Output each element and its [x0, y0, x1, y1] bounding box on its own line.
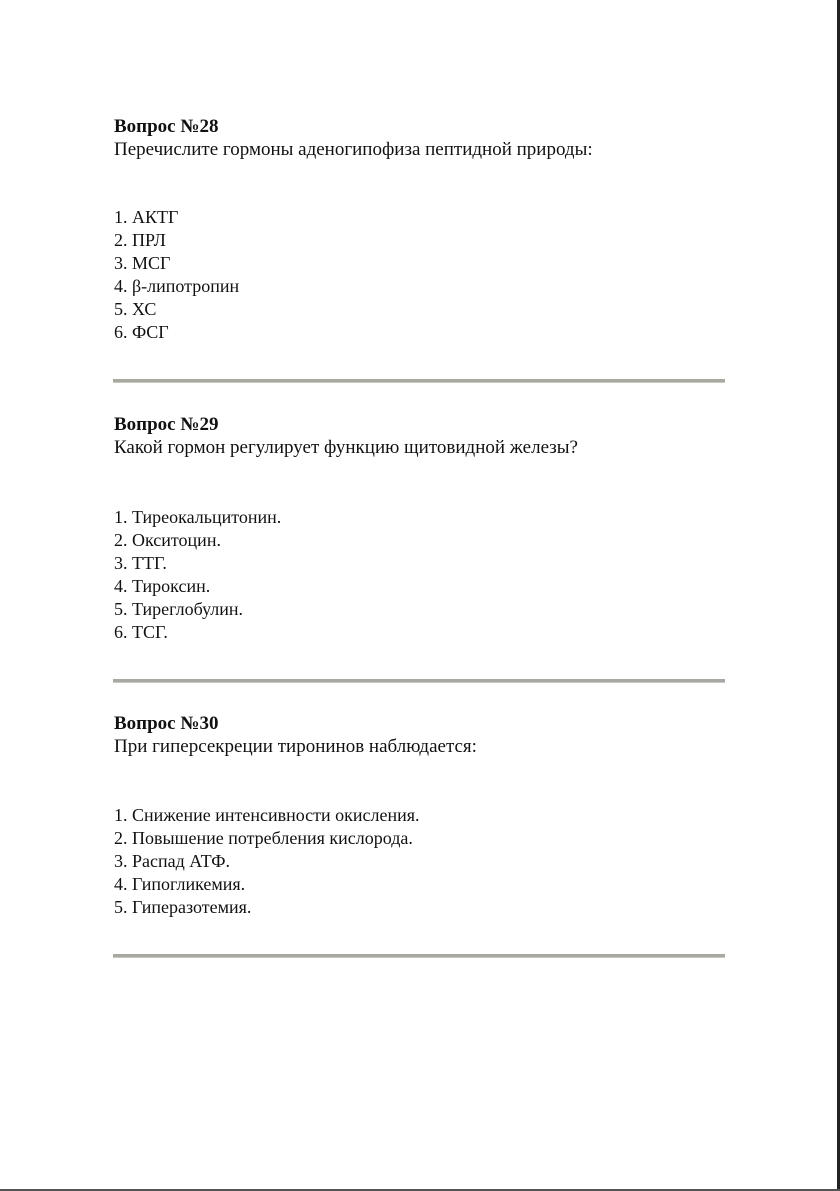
answer-option: 1. Тиреокальцитонин.: [114, 507, 282, 527]
question-28: [114, 116, 726, 161]
section-divider: [113, 954, 725, 958]
answer-option: 4. β-липотропин: [114, 276, 240, 296]
answer-option: 2. ПРЛ: [114, 230, 166, 250]
question-title: Вопрос №29: [114, 414, 219, 435]
answer-option: 6. ТСГ.: [114, 622, 168, 642]
question-title: Вопрос №30: [114, 713, 219, 734]
answer-option: 2. Окситоцин.: [114, 530, 221, 550]
answer-option: 5. Гиперазотемия.: [114, 897, 252, 917]
answer-option: 3. Распад АТФ.: [114, 851, 231, 871]
answer-option: 3. ТТГ.: [114, 553, 167, 573]
question-30: [114, 713, 726, 758]
answer-options: [114, 804, 726, 919]
answer-option: 6. ФСГ: [114, 322, 169, 342]
answer-option: 4. Тироксин.: [114, 576, 211, 596]
answer-option: 5. Тиреглобулин.: [114, 599, 244, 619]
answer-option: 5. ХС: [114, 299, 157, 319]
question-text: При гиперсекреции тиронинов наблюдается:: [114, 736, 477, 757]
answer-option: 1. Снижение интенсивности окисления.: [114, 805, 420, 825]
section-divider: [113, 679, 725, 683]
section-divider: [113, 379, 725, 383]
answer-option: 3. МСГ: [114, 253, 171, 273]
answer-option: 2. Повышение потребления кислорода.: [114, 828, 413, 848]
question-text: Перечислите гормоны аденогипофиза пептидной природы:: [114, 139, 593, 160]
answer-option: 4. Гипогликемия.: [114, 874, 246, 894]
question-29: [114, 414, 726, 459]
question-text: Какой гормон регулирует функцию щитовидной железы?: [114, 437, 578, 458]
answer-options: [114, 206, 726, 344]
question-title: Вопрос №28: [114, 116, 219, 137]
answer-options: [114, 506, 726, 644]
answer-option: 1. АКТГ: [114, 207, 179, 227]
